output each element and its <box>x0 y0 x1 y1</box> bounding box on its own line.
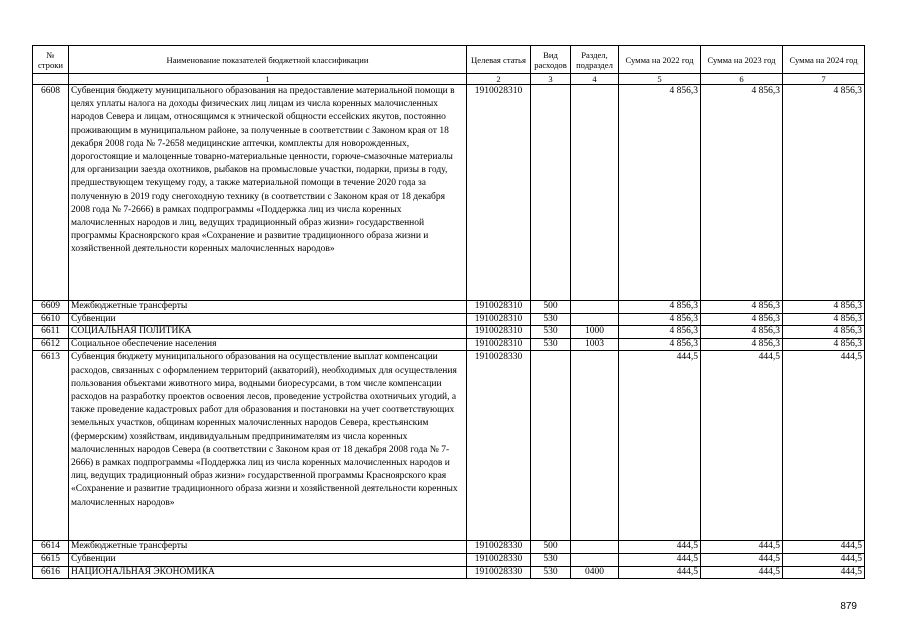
header-section: Раздел, подраздел <box>571 46 619 74</box>
sum-2022: 444,5 <box>619 566 701 579</box>
sum-2024: 4 856,3 <box>783 338 865 351</box>
indicator-name: СОЦИАЛЬНАЯ ПОЛИТИКА <box>69 326 467 339</box>
header-sum-2022: Сумма на 2022 год <box>619 46 701 74</box>
header-row-number: № строки <box>33 46 69 74</box>
row-number: 6608 <box>33 85 69 301</box>
column-number: 7 <box>783 74 865 85</box>
section-code: 0400 <box>571 566 619 579</box>
sum-2023: 4 856,3 <box>701 85 783 301</box>
page-number: 879 <box>840 601 857 612</box>
sum-2023: 444,5 <box>701 553 783 566</box>
sum-2024: 444,5 <box>783 541 865 554</box>
sum-2022: 4 856,3 <box>619 338 701 351</box>
sum-2022: 444,5 <box>619 541 701 554</box>
budget-document <box>32 45 864 579</box>
target-article: 1910028330 <box>467 553 531 566</box>
budget-table <box>32 45 865 579</box>
target-article: 1910028310 <box>467 85 531 301</box>
column-number: 6 <box>701 74 783 85</box>
column-number: 5 <box>619 74 701 85</box>
row-number: 6610 <box>33 313 69 326</box>
table-row <box>33 85 865 301</box>
sum-2022: 4 856,3 <box>619 326 701 339</box>
table-row <box>33 553 865 566</box>
sum-2022: 4 856,3 <box>619 301 701 314</box>
sum-2024: 444,5 <box>783 351 865 541</box>
section-code <box>571 553 619 566</box>
row-number: 6614 <box>33 541 69 554</box>
expense-type <box>531 351 571 541</box>
expense-type <box>531 85 571 301</box>
indicator-name: НАЦИОНАЛЬНАЯ ЭКОНОМИКА <box>69 566 467 579</box>
sum-2024: 4 856,3 <box>783 85 865 301</box>
row-number: 6609 <box>33 301 69 314</box>
target-article: 1910028330 <box>467 351 531 541</box>
target-article: 1910028310 <box>467 338 531 351</box>
indicator-name: Социальное обеспечение населения <box>69 338 467 351</box>
sum-2024: 4 856,3 <box>783 326 865 339</box>
sum-2023: 444,5 <box>701 351 783 541</box>
table-header <box>33 46 865 85</box>
header-expense-type: Вид расходов <box>531 46 571 74</box>
sum-2022: 444,5 <box>619 351 701 541</box>
target-article: 1910028330 <box>467 541 531 554</box>
section-code: 1003 <box>571 338 619 351</box>
column-number <box>33 74 69 85</box>
expense-type: 500 <box>531 301 571 314</box>
column-number: 4 <box>571 74 619 85</box>
section-code <box>571 541 619 554</box>
sum-2024: 4 856,3 <box>783 313 865 326</box>
header-indicator-name: Наименование показателей бюджетной классификации <box>69 46 467 74</box>
section-code <box>571 301 619 314</box>
expense-type: 530 <box>531 326 571 339</box>
section-code <box>571 85 619 301</box>
sum-2022: 444,5 <box>619 553 701 566</box>
column-number: 2 <box>467 74 531 85</box>
sum-2023: 444,5 <box>701 541 783 554</box>
indicator-name: Межбюджетные трансферты <box>69 541 467 554</box>
expense-type: 530 <box>531 338 571 351</box>
expense-type: 530 <box>531 566 571 579</box>
sum-2024: 444,5 <box>783 566 865 579</box>
row-number: 6615 <box>33 553 69 566</box>
row-number: 6612 <box>33 338 69 351</box>
table-row <box>33 301 865 314</box>
target-article: 1910028310 <box>467 313 531 326</box>
column-number: 3 <box>531 74 571 85</box>
section-code: 1000 <box>571 326 619 339</box>
section-code <box>571 351 619 541</box>
indicator-name: Межбюджетные трансферты <box>69 301 467 314</box>
table-row <box>33 326 865 339</box>
sum-2023: 4 856,3 <box>701 338 783 351</box>
sum-2022: 4 856,3 <box>619 313 701 326</box>
sum-2023: 444,5 <box>701 566 783 579</box>
table-row <box>33 338 865 351</box>
target-article: 1910028310 <box>467 326 531 339</box>
expense-type: 530 <box>531 553 571 566</box>
header-sum-2023: Сумма на 2023 год <box>701 46 783 74</box>
table-row <box>33 351 865 541</box>
indicator-name: Субвенции <box>69 313 467 326</box>
target-article: 1910028330 <box>467 566 531 579</box>
row-number: 6616 <box>33 566 69 579</box>
table-row <box>33 566 865 579</box>
expense-type: 530 <box>531 313 571 326</box>
sum-2023: 4 856,3 <box>701 313 783 326</box>
row-number: 6611 <box>33 326 69 339</box>
sum-2022: 4 856,3 <box>619 85 701 301</box>
target-article: 1910028310 <box>467 301 531 314</box>
indicator-name: Субвенция бюджету муниципального образования на предоставление материальной помощи в целях уплаты налога на доходы физических лиц лицам из числа коренных малочисленных народов Севера и лицам, относящимся к этнической общности ессейских якутов, постоянно проживающим в муниципальном районе, за полученные в соответствии с Законом края от 18 декабря 2008 года № 7-2658 медицинские аптечки, комплекты для новорожденных, дорогостоящие и малоценные товарно-материальные ценности, горюче-смазочные материалы для организации заезда охотников, рыбаков на промысловые участки, подарки, призы в году, предшествующем текущему году, а также материальной помощи в течение 2020 года за полученную в 2019 году снегоходную технику (в соответствии с Законом края от 18 декабря 2008 года № 7-2666) в рамках подпрограммы «Поддержка лиц из числа коренных малочисленных народов и лиц, ведущих традиционный образ жизни» государственной программы Красноярского края «Сохранение и развитие традиционного образа жизни и хозяйственной деятельности коренных малочисленных народов» <box>69 85 467 301</box>
indicator-name: Субвенции <box>69 553 467 566</box>
sum-2024: 444,5 <box>783 553 865 566</box>
sum-2024: 4 856,3 <box>783 301 865 314</box>
table-row <box>33 313 865 326</box>
indicator-name: Субвенция бюджету муниципального образования на осуществление выплат компенсации расходов, связанных с оформлением территорий (акваторий), необходимых для осуществления пользования объектами животного мира, водными биоресурсами, в том числе компенсации расходов на разработку проектов освоения лесов, проведение устройства охотничьих угодий, а также проведение кадастровых работ для образования и постановки на учет соответствующих земельных участков, общинам коренных малочисленных народов Севера, крестьянским (фермерским) хозяйствам, индивидуальным предпринимателям из числа коренных малочисленных народов Севера (в соответствии с Законом края от 18 декабря 2008 года № 7-2666) в рамках подпрограммы «Поддержка лиц из числа коренных малочисленных народов и лиц, ведущих традиционный образ жизни» государственной программы Красноярского края «Сохранение и развитие традиционного образа жизни и хозяйственной деятельности коренных малочисленных народов» <box>69 351 467 541</box>
section-code <box>571 313 619 326</box>
sum-2023: 4 856,3 <box>701 301 783 314</box>
sum-2023: 4 856,3 <box>701 326 783 339</box>
row-number: 6613 <box>33 351 69 541</box>
header-target-article: Целевая статья <box>467 46 531 74</box>
table-body <box>33 85 865 579</box>
header-sum-2024: Сумма на 2024 год <box>783 46 865 74</box>
table-row <box>33 541 865 554</box>
expense-type: 500 <box>531 541 571 554</box>
column-number: 1 <box>69 74 467 85</box>
